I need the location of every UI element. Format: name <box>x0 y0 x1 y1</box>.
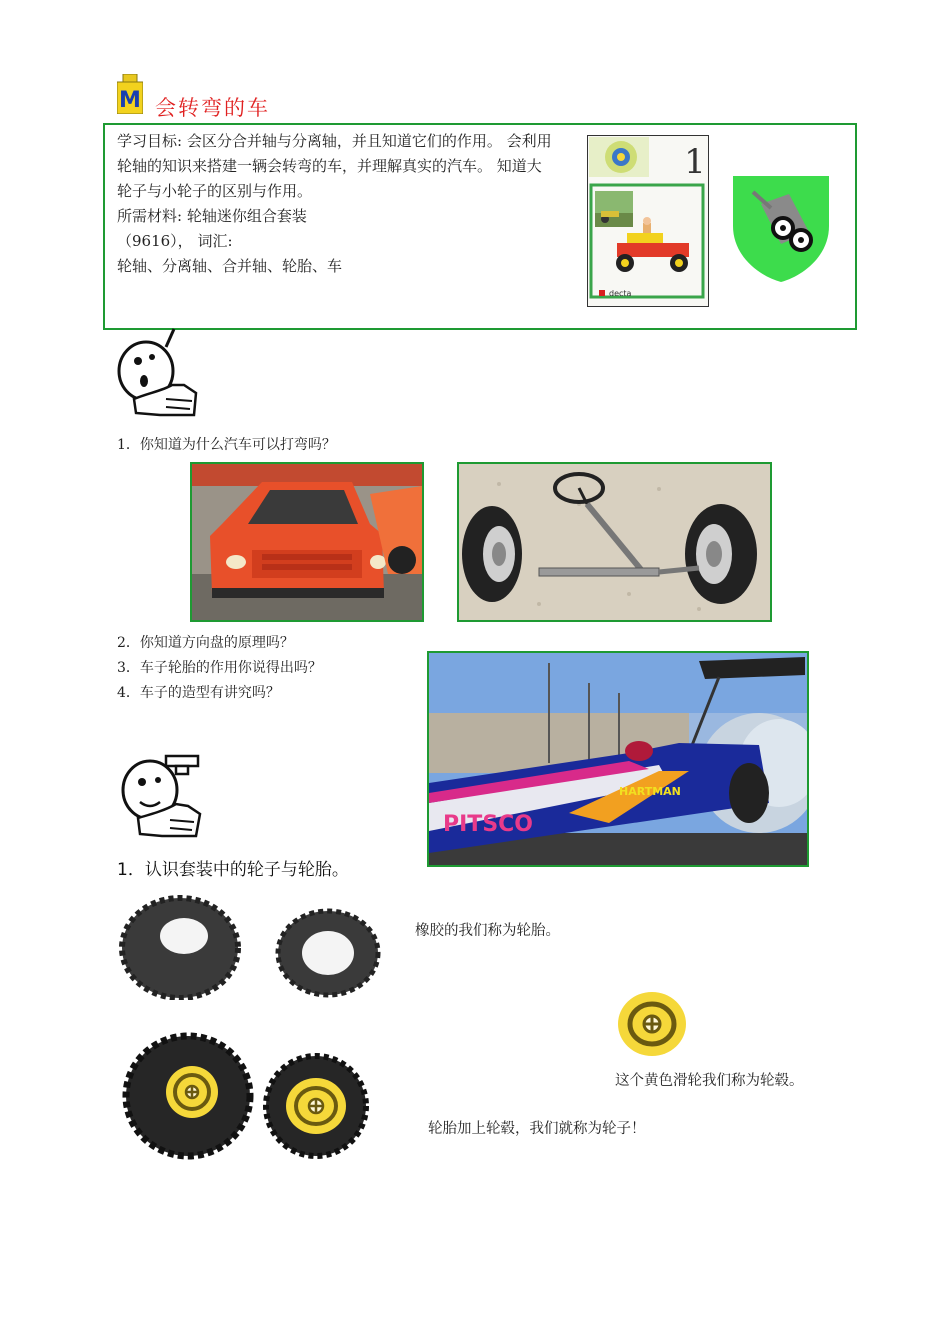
question-4: 4．车子的造型有讲究吗？ <box>117 685 280 701</box>
shield-axle-icon <box>731 174 831 284</box>
svg-text:M: M <box>119 88 141 113</box>
red-car-photo <box>190 462 424 622</box>
dragster-photo <box>427 651 809 867</box>
goal-line: 学习目标: 会区分合并轴与分离轴，并且知道它们的作用。 会利用 <box>117 132 552 150</box>
question-3: 3．车子轮胎的作用你说得出吗？ <box>117 660 322 676</box>
thinking-mascot-icon <box>114 327 200 419</box>
materials-line: 所需材料: 轮轴迷你组合套装 <box>117 207 307 225</box>
materials-code-line: （9616）， 词汇: <box>117 232 233 250</box>
small-wheel-image <box>262 1048 370 1160</box>
page-title: 会转弯的车 <box>155 96 270 120</box>
hub-caption: 这个黄色滑轮我们称为轮毂。 <box>615 1073 804 1089</box>
large-tire-image <box>118 890 248 1000</box>
svg-text:PITSCO: PITSCO <box>443 812 534 837</box>
m-logo-icon <box>117 74 143 114</box>
tool-mascot-icon <box>116 748 204 840</box>
booklet-cover-image <box>587 135 709 307</box>
svg-text:1: 1 <box>684 142 706 182</box>
yellow-hub-image <box>614 990 690 1060</box>
vocabulary-line: 轮轴、分离轴、合并轴、轮胎、车 <box>117 257 343 275</box>
goal-line: 轮轴的知识来搭建一辆会转弯的车，并理解真实的汽车。 知道大 <box>117 157 542 175</box>
wheel-caption: 轮胎加上轮毂，我们就称为轮子！ <box>428 1121 646 1137</box>
goal-line: 轮子与小轮子的区别与作用。 <box>117 182 313 200</box>
question-2: 2．你知道方向盘的原理吗？ <box>117 635 294 651</box>
svg-text:decta: decta <box>609 289 632 298</box>
steering-diagram-photo <box>457 462 772 622</box>
section-heading: 1．认识套装中的轮子与轮胎。 <box>117 860 349 880</box>
small-tire-image <box>274 905 384 1000</box>
large-wheel-image <box>122 1030 254 1160</box>
tire-caption: 橡胶的我们称为轮胎。 <box>415 923 560 939</box>
svg-text:HARTMAN: HARTMAN <box>619 785 681 798</box>
goals-text <box>117 129 597 279</box>
question-1: 1．你知道为什么汽车可以打弯吗？ <box>117 437 336 453</box>
